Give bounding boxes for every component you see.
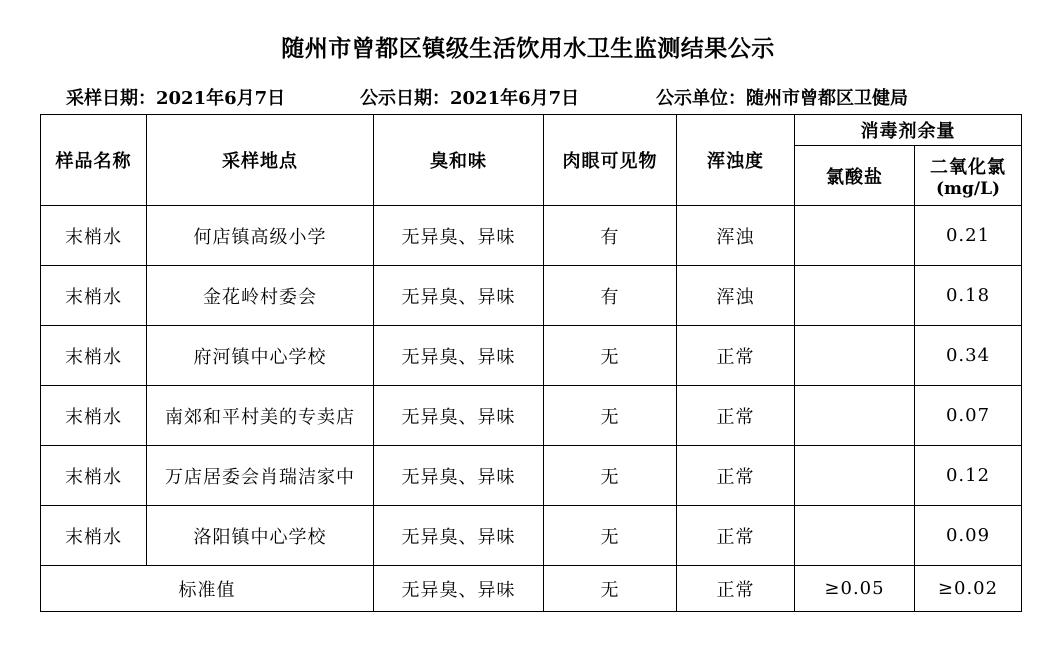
cell-turbidity: 正常 bbox=[677, 506, 795, 566]
cell-sample: 末梢水 bbox=[41, 326, 147, 386]
header-visible: 肉眼可见物 bbox=[544, 115, 677, 206]
cell-chlorate bbox=[795, 206, 915, 266]
header-chlorate: 氯酸盐 bbox=[795, 146, 915, 206]
cell-location: 府河镇中心学校 bbox=[147, 326, 374, 386]
cell-odor: 无异臭、异味 bbox=[374, 386, 544, 446]
cell-chlorine-dioxide: 0.18 bbox=[915, 266, 1022, 326]
header-chlorine-dioxide-unit: (mg/L) bbox=[935, 178, 1001, 199]
standard-label: 标准值 bbox=[41, 566, 374, 612]
cell-chlorine-dioxide: 0.07 bbox=[915, 386, 1022, 446]
publish-unit: 公示单位：随州市曾都区卫健局 bbox=[656, 88, 908, 109]
table-row bbox=[41, 446, 1022, 506]
standard-chlorate: ≥0.05 bbox=[795, 566, 915, 612]
header-chlorine-dioxide bbox=[915, 146, 1022, 206]
cell-visible: 无 bbox=[544, 446, 677, 506]
cell-odor: 无异臭、异味 bbox=[374, 506, 544, 566]
cell-sample: 末梢水 bbox=[41, 446, 147, 506]
cell-chlorine-dioxide: 0.09 bbox=[915, 506, 1022, 566]
header-disinfectant: 消毒剂余量 bbox=[795, 115, 1022, 146]
cell-visible: 无 bbox=[544, 386, 677, 446]
sample-date: 采样日期：2021年6月7日 bbox=[66, 88, 286, 109]
cell-chlorine-dioxide: 0.21 bbox=[915, 206, 1022, 266]
cell-chlorine-dioxide: 0.34 bbox=[915, 326, 1022, 386]
cell-sample: 末梢水 bbox=[41, 506, 147, 566]
cell-location: 洛阳镇中心学校 bbox=[147, 506, 374, 566]
cell-location: 万店居委会肖瑞洁家中 bbox=[147, 446, 374, 506]
cell-chlorine-dioxide: 0.12 bbox=[915, 446, 1022, 506]
cell-location: 何店镇高级小学 bbox=[147, 206, 374, 266]
results-table bbox=[40, 114, 1022, 612]
table-row bbox=[41, 266, 1022, 326]
cell-chlorate bbox=[795, 446, 915, 506]
cell-location: 南郊和平村美的专卖店 bbox=[147, 386, 374, 446]
cell-odor: 无异臭、异味 bbox=[374, 206, 544, 266]
cell-odor: 无异臭、异味 bbox=[374, 266, 544, 326]
cell-turbidity: 浑浊 bbox=[677, 266, 795, 326]
cell-turbidity: 正常 bbox=[677, 326, 795, 386]
cell-turbidity: 正常 bbox=[677, 386, 795, 446]
standard-chlorine-dioxide: ≥0.02 bbox=[915, 566, 1022, 612]
cell-visible: 无 bbox=[544, 326, 677, 386]
cell-visible: 有 bbox=[544, 206, 677, 266]
header-row bbox=[41, 115, 1022, 146]
page-title: 随州市曾都区镇级生活饮用水卫生监测结果公示 bbox=[281, 36, 775, 62]
standard-odor: 无异臭、异味 bbox=[374, 566, 544, 612]
header-odor: 臭和味 bbox=[374, 115, 544, 206]
standard-visible: 无 bbox=[544, 566, 677, 612]
standard-row bbox=[41, 566, 1022, 612]
header-chlorine-dioxide-label: 二氧化氯 bbox=[930, 156, 1006, 178]
cell-sample: 末梢水 bbox=[41, 266, 147, 326]
cell-chlorate bbox=[795, 386, 915, 446]
cell-location: 金花岭村委会 bbox=[147, 266, 374, 326]
cell-chlorate bbox=[795, 326, 915, 386]
table-row bbox=[41, 386, 1022, 446]
cell-visible: 有 bbox=[544, 266, 677, 326]
cell-odor: 无异臭、异味 bbox=[374, 446, 544, 506]
cell-visible: 无 bbox=[544, 506, 677, 566]
header-turbidity: 浑浊度 bbox=[677, 115, 795, 206]
cell-turbidity: 正常 bbox=[677, 446, 795, 506]
header-location: 采样地点 bbox=[147, 115, 374, 206]
cell-sample: 末梢水 bbox=[41, 386, 147, 446]
table-row bbox=[41, 326, 1022, 386]
table-row bbox=[41, 206, 1022, 266]
table-row bbox=[41, 506, 1022, 566]
header-sample-name: 样品名称 bbox=[41, 115, 147, 206]
cell-turbidity: 浑浊 bbox=[677, 206, 795, 266]
cell-sample: 末梢水 bbox=[41, 206, 147, 266]
cell-chlorate bbox=[795, 266, 915, 326]
cell-odor: 无异臭、异味 bbox=[374, 326, 544, 386]
cell-chlorate bbox=[795, 506, 915, 566]
standard-turbidity: 正常 bbox=[677, 566, 795, 612]
publish-date: 公示日期：2021年6月7日 bbox=[360, 88, 580, 109]
